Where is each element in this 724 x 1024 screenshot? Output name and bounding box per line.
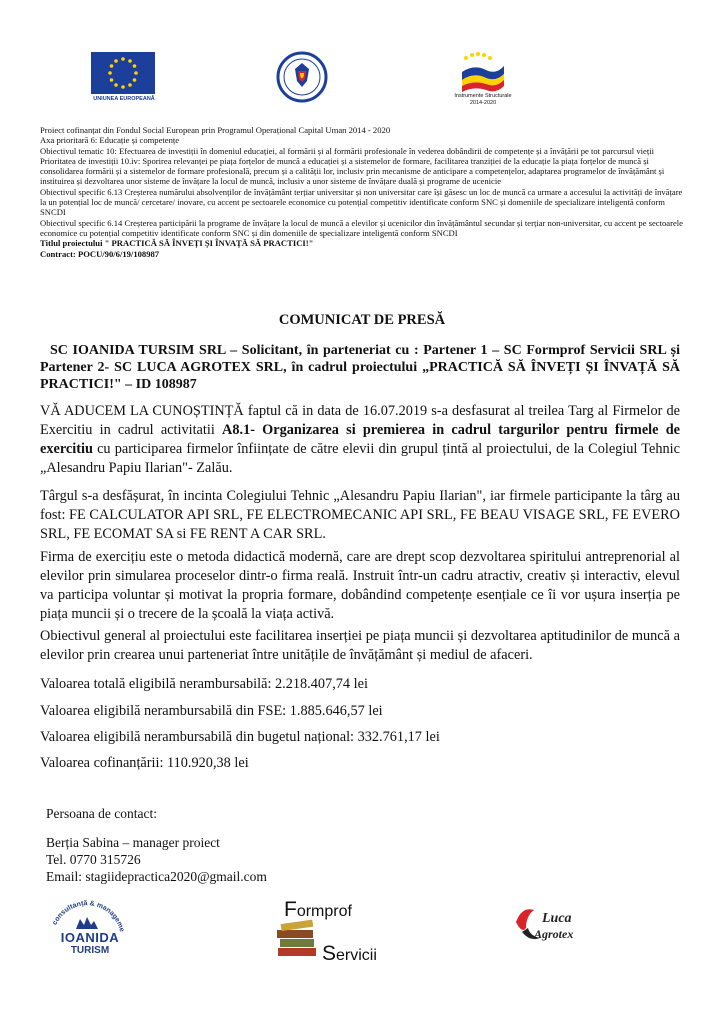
value-cofinancing: Valoarea cofinanțării: 110.920,38 lei	[40, 755, 249, 771]
luca-agrotex-logo	[512, 902, 588, 950]
paragraph1-activity: A8.1- Organizarea si premierea in cadrul targurilor pentru firmele de exercitiu	[40, 422, 680, 457]
formprof-f-letter: F	[284, 898, 297, 921]
project-info-line: Obiectivul specific 6.14 Creșterea participării la programe de învățare la locul de muncă a elevilor și ucenicilor din învățământul secundar și terțiar non-universitar, cu accent pe sectoarele economice cu potențial competitiv identificate conform SNC și din domeniile de specializare inteligentă conform SNCDI	[40, 217, 683, 238]
books-icon	[276, 918, 320, 960]
paragraph-objective: Obiectivul general al proiectului este facilitarea inserției pe piața muncii și dezvoltarea aptitudinilor de muncă a elevilor prin crearea unui parteneriat între unitățile de învățământ și mediul de afaceri.	[40, 628, 680, 663]
formprof-word: ormprof	[296, 903, 352, 920]
paragraph-fair: Târgul s-a desfășurat, în incinta Colegiului Tehnic „Alesandru Papiu Ilarian", iar firmele participante la târg au fost: FE CALCULATOR API SRL, FE ELECTROMECANIC API SRL, FE BEAU VISAGE SRL, FE EVERO SRL, FE ECOMAT SA si FE RENT A CAR SRL.	[40, 488, 680, 542]
formprof-logo-bottom	[322, 942, 377, 966]
is-caption-line1: Instrumente Structurale	[454, 93, 512, 99]
government-romania-logo	[276, 51, 328, 103]
paragraph-announcement	[40, 402, 680, 478]
ioanida-name	[40, 930, 140, 956]
government-seal-icon	[276, 51, 328, 103]
luca-text: Luca	[542, 911, 572, 926]
agrotex-text: Agrotex	[534, 927, 574, 941]
structural-instruments-caption	[444, 93, 522, 107]
eu-caption: UNIUNEA EUROPEANĂ	[93, 96, 155, 102]
project-info	[40, 125, 690, 259]
value-fse: Valoarea eligibilă nerambursabilă din FSE: 1.885.646,57 lei	[40, 703, 383, 719]
formprof-s-letter: S	[322, 942, 337, 965]
project-info-line: Obiectivul tematic 10: Efectuarea de investiții în domeniul educației, al formării și al formării profesionale în vederea dobândirii de competențe și a învățării pe tot parcursul vieții	[40, 145, 654, 156]
formprof-word2: ervicii	[336, 947, 377, 964]
project-info-line: Axa prioritară 6: Educație și competențe	[40, 135, 180, 146]
is-caption-line2: 2014-2020	[469, 100, 497, 106]
eu-flag-logo	[91, 52, 155, 94]
paragraph-exercise-firm: Firma de exercițiu este o metoda didactică modernă, care are drept scop dezvoltarea spiritului antreprenorial al elevilor prin simularea proceselor dintr-o firma reală. Instruit într-un cadru atractiv, creativ și interactiv, elevul va participa voluntar și motivat la propria formare, dobândind competențe esențiale ce îi vor ușura inserția pe piața muncii și o trecere de la școală la viața activă.	[40, 549, 680, 622]
eu-stars-icon	[91, 52, 155, 94]
value-national: Valoarea eligibilă nerambursabilă din bugetul național: 332.761,17 lei	[40, 729, 440, 745]
project-info-line: Proiect cofinanțat din Fondul Social European prin Programul Operațional Capital Uman 2014 - 2020	[40, 125, 391, 135]
structural-instruments-logo	[456, 50, 510, 96]
ioanida-arc-text: consultanță & manageme	[51, 900, 126, 933]
subtitle: SC IOANIDA TURSIM SRL – Solicitant, în parteneriat cu : Partener 1 – SC Formprof Servicii SRL și Partener 2- SC LUCA AGROTEX SRL, în cadrul proiectului „PRACTICĂ SĂ ÎNVEȚI ȘI ÎNVAȚĂ SĂ PRACTICI!" – ID 108987	[40, 343, 680, 392]
contact-name: Berția Sabina – manager proiect	[46, 835, 220, 850]
project-contract: Contract: POCU/90/6/19/108987	[40, 248, 160, 259]
ioanida-name-main: IOANIDA	[60, 930, 120, 945]
value-total: Valoarea totală eligibilă nerambursabilă: 2.218.407,74 lei	[40, 676, 368, 692]
ioanida-arc-icon	[46, 893, 128, 933]
structural-instruments-icon	[456, 50, 510, 96]
paragraph1-part2: cu participarea firmelor înființate de către elevii din grupul țintă al proiectului, de la Colegiul Tehnic „Alesandru Papiu Ilarian"- Zalău.	[40, 441, 680, 476]
ioanida-name-sub: TURISM	[70, 945, 110, 956]
page-title: COMUNICAT DE PRESĂ	[278, 312, 446, 328]
project-info-line: Obiectivul specific 6.13 Creșterea numărului absolvenților de învățământ terțiar universitar și non universitar care își găsesc un loc de muncă ca urmare a accesului la activități de învățare la un potențial loc de muncă/ cercetare/ inovare, cu accent pe sectoarele economice cu potențial competitiv identificate conform SNC și domeniile de specializare inteligentă conform SNCDI	[40, 186, 683, 218]
contact-phone: Tel. 0770 315726	[46, 852, 141, 867]
project-info-line: Prioritatea de investiții 10.iv: Sporirea relevanței pe piața forțelor de muncă a educației și a sistemelor de formare, facilitarea tranziției de la educație la piața forțelor de muncă și consolidarea formării și a sistemelor de formare profesională, precum și a calității lor, inclusiv prin mecanisme de anticipare a competențelor, adaptarea programelor de învățământ și instituirea și dezvoltarea unor sisteme de învățare la locul de muncă, inclusiv a unor sisteme de învățare duală și programe de ucenicie	[40, 155, 665, 187]
contact-heading: Persoana de contact:	[46, 806, 157, 821]
project-title: Titlul proiectului " PRACTICĂ SĂ ÎNVEȚI ȘI ÎNVAȚĂ SĂ PRACTICI!"	[40, 238, 314, 249]
paragraph1-part1: VĂ ADUCEM LA CUNOȘTINȚĂ faptul că in data de 16.07.2019 s-a desfasurat al treilea Targ al Firmelor de Exercitiu in cadrul activitatii	[40, 403, 680, 438]
luca-agrotex-icon	[512, 902, 588, 950]
contact-email: Email: stagiidepractica2020@gmail.com	[46, 869, 267, 884]
